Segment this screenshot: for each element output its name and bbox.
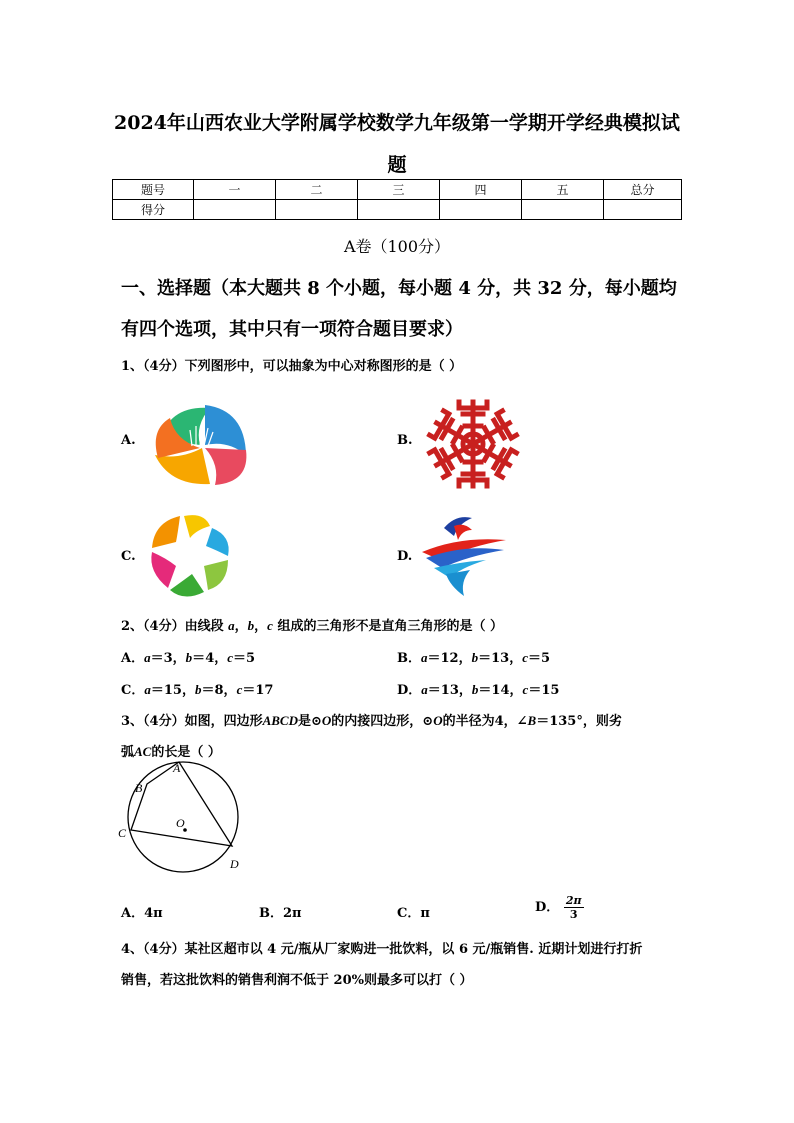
score-table-score-row — [113, 200, 682, 220]
q3-quad-name: ABCD — [262, 713, 298, 728]
table-cell-empty — [358, 200, 440, 220]
ring-petal-magenta — [151, 552, 176, 588]
q3-stem-text: 的长是（ ） — [151, 745, 221, 760]
ring-petal-orange — [152, 516, 180, 548]
question-3-stem-line1 — [121, 710, 622, 729]
ring-petal-yellow — [184, 515, 210, 538]
ribbon-red-top — [454, 525, 472, 540]
q3-option-b — [259, 902, 302, 921]
var-b: b — [247, 618, 255, 633]
table-cell-empty — [604, 200, 682, 220]
table-cell: 总分 — [604, 180, 682, 200]
score-table-header-row — [113, 180, 682, 200]
q1-option-c-label: C. — [121, 549, 136, 564]
q3-circle-name: O — [433, 713, 443, 728]
option-value: 14 — [491, 683, 510, 698]
option-value: 15 — [163, 683, 182, 698]
q1-option-b-snowflake-pattern — [425, 396, 521, 492]
option-letter: B． — [397, 651, 421, 666]
var-a: a — [228, 618, 235, 633]
option-letter: A． — [121, 651, 145, 666]
q3-stem-text: 弧 — [121, 745, 135, 760]
q3-circle-name: O — [321, 713, 332, 728]
option-letter: C． — [397, 906, 421, 921]
q2-stem-text: 组成的三角形不是直角三角形的是（ ） — [277, 619, 503, 634]
label-c: C — [118, 826, 127, 840]
option-letter: C． — [121, 683, 145, 698]
q1-option-d-label: D. — [397, 549, 413, 564]
q3-stem-text: 3、（4分）如图，四边形 — [121, 714, 263, 729]
option-value: 17 — [255, 683, 274, 698]
q2-stem-text: 2、（4分）由线段 — [121, 619, 224, 634]
option-value: 5 — [246, 651, 256, 666]
q2-option-a: A．a＝3，b＝4，c＝5 — [121, 650, 256, 666]
table-cell: 得分 — [113, 200, 194, 220]
ribbon-tail — [446, 570, 470, 596]
var-c: c — [267, 618, 273, 633]
fraction-numerator: 2π — [565, 894, 582, 907]
option-value: 13 — [491, 651, 510, 666]
option-letter: D． — [535, 900, 560, 915]
option-value: 15 — [541, 683, 560, 698]
ring-petal-green — [204, 560, 228, 590]
q1-option-b-label: B. — [397, 433, 413, 448]
q3-circle-figure — [114, 760, 248, 876]
q3-option-d — [535, 894, 584, 921]
table-cell: 四 — [440, 180, 522, 200]
option-letter: B． — [259, 906, 283, 921]
q2-option-b: B．a＝12，b＝13，c＝5 — [397, 650, 551, 666]
table-cell-empty — [194, 200, 276, 220]
question-4-stem-line2: 销售，若这批饮料的销售利润不低于 20%则最多可以打（ ） — [121, 973, 473, 988]
paper-title-line2: 题 — [387, 154, 407, 176]
label-a: A — [173, 761, 181, 775]
q3-stem-text: ＝135°，则劣 — [536, 714, 622, 729]
label-d: D — [230, 857, 239, 871]
option-value: 4π — [144, 906, 163, 921]
q3-angle-name: B — [527, 713, 537, 728]
option-value: 3 — [163, 651, 173, 666]
section-heading-line1: 一、选择题（本大题共 8 个小题，每小题 4 分，共 32 分，每小题均 — [121, 278, 677, 299]
table-cell: 一 — [194, 180, 276, 200]
q3-stem-text: 的内接四边形，⊙ — [331, 714, 434, 729]
q3-option-c — [397, 902, 430, 921]
option-value: 12 — [440, 651, 459, 666]
ring-petal-blue — [206, 528, 229, 556]
fraction-denominator: 3 — [569, 908, 578, 921]
question-1-stem: 1、（4分）下列图形中，可以抽象为中心对称图形的是（ ） — [121, 359, 463, 374]
option-value: 2π — [283, 906, 302, 921]
table-cell-empty — [276, 200, 358, 220]
quadrilateral-abcd — [131, 762, 232, 846]
question-4-stem-line1: 4、（4分）某社区超市以 4 元/瓶从厂家购进一批饮料，以 6 元/瓶销售. 近期计划进行打折 — [121, 942, 643, 957]
q1-option-d-ribbon-emblem — [420, 512, 510, 598]
q1-option-a-label: A. — [121, 433, 136, 448]
question-2-stem: 2、（4分）由线段 a，b，c 组成的三角形不是直角三角形的是（ ） — [121, 618, 503, 634]
q1-option-c-petal-ring — [145, 512, 235, 600]
q2-option-d: D．a＝13，b＝14，c＝15 — [397, 682, 560, 698]
option-letter: A． — [121, 906, 145, 921]
table-cell-empty — [440, 200, 522, 220]
score-table — [112, 179, 682, 220]
table-cell: 三 — [358, 180, 440, 200]
table-cell: 二 — [276, 180, 358, 200]
option-value: 13 — [440, 683, 459, 698]
q1-option-a-pinwheel-logo — [150, 400, 250, 486]
q3-option-a — [121, 902, 163, 921]
paper-part-label: A卷（100分） — [343, 237, 451, 256]
option-value: 4 — [205, 651, 215, 666]
fraction — [564, 894, 584, 921]
table-cell-empty — [522, 200, 604, 220]
table-cell: 五 — [522, 180, 604, 200]
q2-option-c: C．a＝15，b＝8，c＝17 — [121, 682, 274, 698]
section-heading-line2: 有四个选项，其中只有一项符合题目要求） — [121, 319, 463, 340]
table-cell: 题号 — [113, 180, 194, 200]
q3-stem-text: 是⊙ — [298, 714, 322, 729]
question-3-stem-line2 — [121, 741, 221, 760]
label-b: B — [135, 781, 143, 795]
option-value: 5 — [541, 651, 551, 666]
q3-stem-text: 的半径为4，∠ — [442, 714, 528, 729]
option-value: 8 — [214, 683, 224, 698]
logo-petal-red — [205, 448, 246, 485]
ring-petal-dark-green — [170, 574, 204, 597]
logo-petal-blue — [205, 405, 246, 455]
paper-title-line1: 2024年山西农业大学附属学校数学九年级第一学期开学经典模拟试 — [114, 112, 680, 134]
option-letter: D． — [397, 683, 422, 698]
label-o: O — [176, 816, 185, 830]
q3-arc-name: AC — [134, 744, 152, 759]
option-value: π — [420, 906, 430, 921]
